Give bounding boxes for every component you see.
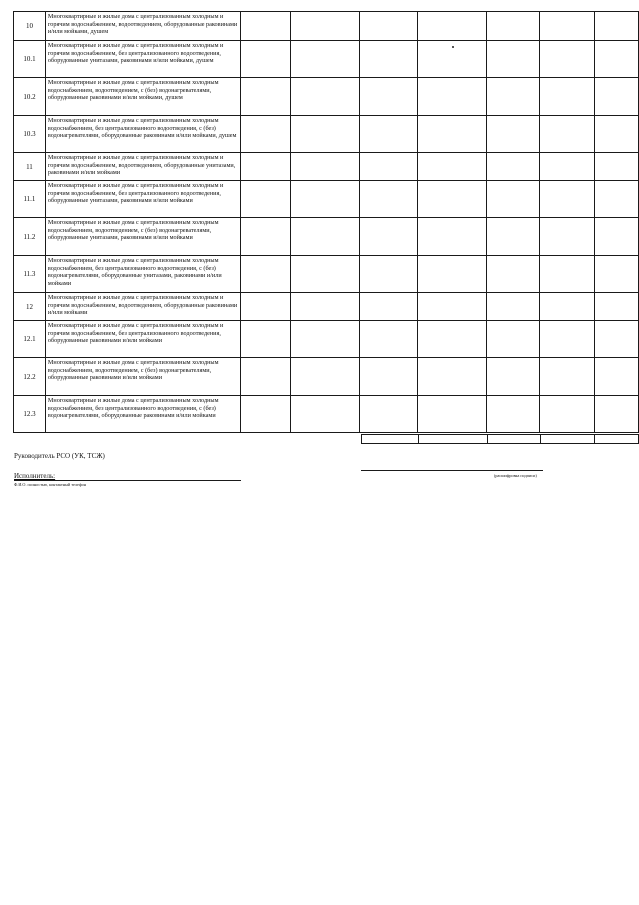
empty-cell bbox=[595, 78, 639, 116]
empty-cell bbox=[486, 396, 540, 433]
table-row bbox=[14, 358, 639, 396]
empty-cell bbox=[290, 41, 360, 78]
row-number: 10.2 bbox=[14, 78, 46, 116]
empty-cell bbox=[290, 116, 360, 153]
empty-cell bbox=[540, 181, 595, 218]
empty-cell bbox=[241, 396, 291, 433]
empty-cell bbox=[486, 293, 540, 321]
empty-cell bbox=[595, 358, 639, 396]
head-of-organization-label: Руководитель РСО (УК, ТСЖ) bbox=[14, 452, 105, 460]
empty-cell bbox=[486, 41, 540, 78]
empty-cell bbox=[360, 293, 418, 321]
empty-cell bbox=[290, 358, 360, 396]
empty-cell bbox=[290, 153, 360, 181]
empty-cell bbox=[595, 116, 639, 153]
executor-caption: Ф.И.О. полностью, контактный телефон bbox=[14, 482, 86, 487]
empty-cell bbox=[595, 321, 639, 358]
empty-cell bbox=[360, 321, 418, 358]
empty-cell bbox=[241, 116, 291, 153]
empty-cell bbox=[595, 396, 639, 433]
row-description: Многоквартирные и жилые дома с централизованным холодным и горячим водоснабжением, без централизованного водоотведения, оборудованные раковинами и/или мойками bbox=[45, 321, 240, 358]
table-row bbox=[14, 116, 639, 153]
empty-cell bbox=[418, 256, 487, 293]
empty-cell bbox=[360, 78, 418, 116]
empty-cell bbox=[360, 116, 418, 153]
empty-cell bbox=[418, 358, 487, 396]
empty-cell bbox=[241, 12, 291, 41]
empty-cell bbox=[540, 41, 595, 78]
table-row bbox=[14, 12, 639, 41]
empty-cell bbox=[418, 12, 487, 41]
totals-row bbox=[362, 435, 639, 444]
empty-cell bbox=[540, 396, 595, 433]
empty-cell bbox=[290, 293, 360, 321]
row-number: 10.1 bbox=[14, 41, 46, 78]
empty-cell bbox=[418, 153, 487, 181]
totals-cell bbox=[362, 435, 419, 444]
row-description: Многоквартирные и жилые дома с централизованным холодным водоснабжением, без централизованного водоотведения, с (без) водонагревателями, оборудованные унитазами, раковинами и/или мойками bbox=[45, 256, 240, 293]
row-number: 12.3 bbox=[14, 396, 46, 433]
empty-cell bbox=[360, 12, 418, 41]
row-description: Многоквартирные и жилые дома с централизованным холодным и горячим водоснабжением, водоотведением, оборудованные унитазами, раковинами и/или мойками bbox=[45, 153, 240, 181]
empty-cell bbox=[290, 256, 360, 293]
row-number: 10 bbox=[14, 12, 46, 41]
empty-cell bbox=[241, 41, 291, 78]
empty-cell bbox=[540, 116, 595, 153]
empty-cell bbox=[540, 293, 595, 321]
totals-strip bbox=[361, 434, 639, 444]
row-number: 12.2 bbox=[14, 358, 46, 396]
empty-cell bbox=[360, 153, 418, 181]
empty-cell bbox=[418, 116, 487, 153]
empty-cell bbox=[360, 256, 418, 293]
empty-cell bbox=[241, 256, 291, 293]
totals-cell bbox=[595, 435, 639, 444]
totals-cell bbox=[419, 435, 487, 444]
row-number: 11.1 bbox=[14, 181, 46, 218]
table-row bbox=[14, 218, 639, 256]
signature-caption: (расшифровка подписи) bbox=[494, 473, 537, 478]
empty-cell bbox=[418, 321, 487, 358]
empty-cell bbox=[486, 256, 540, 293]
empty-cell bbox=[241, 181, 291, 218]
empty-cell bbox=[360, 358, 418, 396]
row-description: Многоквартирные и жилые дома с централизованным холодным водоснабжением, без централизованного водоотведения, с (без) водонагревателями, оборудованные раковинами и/или мойками bbox=[45, 396, 240, 433]
empty-cell bbox=[486, 218, 540, 256]
totals-cell bbox=[541, 435, 595, 444]
empty-cell bbox=[540, 78, 595, 116]
empty-cell bbox=[290, 321, 360, 358]
empty-cell bbox=[595, 218, 639, 256]
empty-cell bbox=[540, 358, 595, 396]
empty-cell bbox=[290, 78, 360, 116]
data-table bbox=[13, 11, 639, 433]
empty-cell bbox=[540, 256, 595, 293]
row-description: Многоквартирные и жилые дома с централизованным холодным и горячим водоснабжением, водоотведением, оборудованные раковинами и/или мойками bbox=[45, 293, 240, 321]
empty-cell bbox=[290, 218, 360, 256]
row-description: Многоквартирные и жилые дома с централизованным холодным водоснабжением, водоотведением, с (без) водонагревателями, оборудованные унитазами, раковинами и/или мойками bbox=[45, 218, 240, 256]
table-row bbox=[14, 41, 639, 78]
empty-cell bbox=[540, 218, 595, 256]
executor-line bbox=[14, 480, 241, 481]
empty-cell bbox=[486, 321, 540, 358]
empty-cell bbox=[595, 181, 639, 218]
table-row bbox=[14, 78, 639, 116]
empty-cell bbox=[540, 12, 595, 41]
row-description: Многоквартирные и жилые дома с централизованным холодным водоснабжением, без централизованного водоотведения, с (без) водонагревателями, оборудованные раковинами и/или мойками, душем bbox=[45, 116, 240, 153]
empty-cell bbox=[290, 12, 360, 41]
empty-cell bbox=[360, 218, 418, 256]
table-row bbox=[14, 153, 639, 181]
row-description: Многоквартирные и жилые дома с централизованным холодным водоснабжением, водоотведением, с (без) водонагревателями, оборудованные раковинами и/или мойками, душем bbox=[45, 78, 240, 116]
executor-label: Исполнитель: bbox=[14, 472, 56, 480]
empty-cell bbox=[486, 12, 540, 41]
empty-cell bbox=[290, 396, 360, 433]
empty-cell bbox=[595, 153, 639, 181]
empty-cell bbox=[486, 116, 540, 153]
empty-cell bbox=[418, 293, 487, 321]
table-row bbox=[14, 181, 639, 218]
empty-cell bbox=[360, 41, 418, 78]
row-number: 11 bbox=[14, 153, 46, 181]
empty-cell bbox=[418, 396, 487, 433]
table-row bbox=[14, 396, 639, 433]
totals-cell bbox=[487, 435, 540, 444]
empty-cell bbox=[486, 181, 540, 218]
empty-cell bbox=[241, 153, 291, 181]
empty-cell bbox=[241, 321, 291, 358]
row-description: Многоквартирные и жилые дома с централизованным холодным и горячим водоснабжением, без централизованного водоотведения, оборудованные унитазами, раковинами и/или мойками bbox=[45, 181, 240, 218]
row-number: 12 bbox=[14, 293, 46, 321]
empty-cell bbox=[595, 41, 639, 78]
row-description: Многоквартирные и жилые дома с централизованным холодным и горячим водоснабжением, водоотведением, оборудованные раковинами и/или мойками, душем bbox=[45, 12, 240, 41]
empty-cell bbox=[360, 181, 418, 218]
empty-cell bbox=[241, 218, 291, 256]
row-number: 11.2 bbox=[14, 218, 46, 256]
empty-cell bbox=[418, 218, 487, 256]
signature-line bbox=[361, 470, 543, 471]
empty-cell bbox=[486, 78, 540, 116]
empty-cell bbox=[486, 358, 540, 396]
empty-cell bbox=[595, 293, 639, 321]
empty-cell bbox=[595, 12, 639, 41]
table-row bbox=[14, 256, 639, 293]
empty-cell bbox=[595, 256, 639, 293]
empty-cell bbox=[241, 78, 291, 116]
empty-cell bbox=[418, 78, 487, 116]
table-row bbox=[14, 321, 639, 358]
table-row bbox=[14, 293, 639, 321]
empty-cell bbox=[360, 396, 418, 433]
stray-mark bbox=[452, 46, 454, 48]
empty-cell bbox=[418, 181, 487, 218]
empty-cell bbox=[486, 153, 540, 181]
empty-cell bbox=[540, 153, 595, 181]
empty-cell bbox=[241, 293, 291, 321]
empty-cell bbox=[241, 358, 291, 396]
row-number: 12.1 bbox=[14, 321, 46, 358]
row-description: Многоквартирные и жилые дома с централизованным холодным водоснабжением, водоотведением, с (без) водонагревателями, оборудованные раковинами и/или мойками bbox=[45, 358, 240, 396]
empty-cell bbox=[540, 321, 595, 358]
row-description: Многоквартирные и жилые дома с централизованным холодным и горячим водоснабжением, без централизованного водоотведения, оборудованные унитазами, раковинами и/или мойками, душем bbox=[45, 41, 240, 78]
empty-cell bbox=[290, 181, 360, 218]
row-number: 11.3 bbox=[14, 256, 46, 293]
row-number: 10.3 bbox=[14, 116, 46, 153]
